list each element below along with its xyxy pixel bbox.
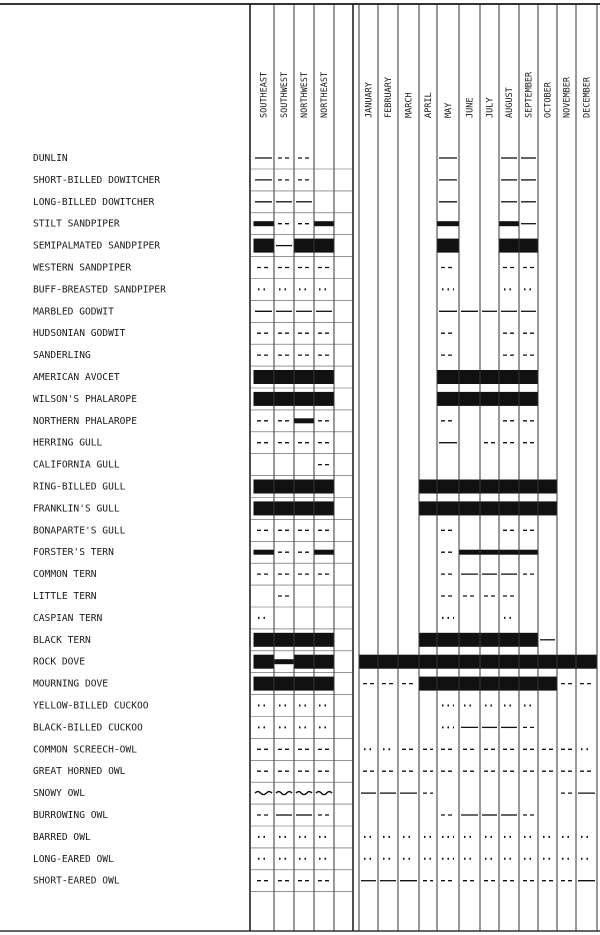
species-name: AMERICAN AVOCET	[33, 372, 120, 383]
mark-bar	[500, 239, 519, 253]
mark-bar	[275, 633, 294, 647]
mark-bar	[460, 655, 480, 669]
species-name: BONAPARTE'S GULL	[33, 525, 126, 537]
species-name: BLACK-BILLED CUCKOO	[33, 722, 143, 734]
mark-bar	[438, 392, 459, 406]
species-name: SNOWY OWL	[33, 788, 85, 800]
mark-bar	[275, 370, 294, 384]
mark-bar	[295, 501, 314, 515]
mark-bar	[420, 655, 437, 669]
mark-bar	[520, 501, 538, 515]
month-header: MARCH	[404, 92, 415, 118]
species-name: SHORT-BILLED DOWITCHER	[33, 174, 161, 186]
mark-bar	[295, 392, 314, 406]
mark-bar	[420, 677, 437, 691]
species-name: HERRING GULL	[33, 437, 103, 449]
mark-bar	[438, 633, 459, 647]
mark-bar	[539, 480, 557, 494]
mark-wave	[276, 792, 292, 795]
month-header: JUNE	[465, 97, 476, 118]
species-name: STILT SANDPIPER	[33, 218, 120, 230]
mark-bar	[500, 655, 519, 669]
mark-bar	[275, 392, 294, 406]
mark-bar	[254, 655, 274, 669]
mark-bar	[275, 677, 294, 691]
column-headers	[260, 71, 593, 118]
mark-bar	[481, 677, 499, 691]
month-header: FEBRUARY	[384, 77, 394, 118]
mark-wave	[255, 792, 272, 795]
mark-bar	[360, 655, 378, 669]
region-header: SOUTHWEST	[280, 71, 290, 118]
species-name: NORTHERN PHALAROPE	[33, 415, 137, 427]
species-name: MOURNING DOVE	[33, 678, 109, 690]
mark-bar	[379, 655, 398, 669]
mark-bar	[460, 633, 480, 647]
mark-bar	[315, 501, 334, 515]
mark-bar	[481, 370, 499, 384]
mark-bar	[315, 655, 334, 669]
species-name: SANDERLING	[33, 350, 91, 362]
species-name: BURROWING OWL	[33, 810, 109, 821]
mark-bar	[438, 239, 459, 253]
mark-band	[520, 550, 538, 555]
mark-bar	[520, 370, 538, 384]
mark-bar	[295, 239, 314, 253]
mark-bar	[460, 370, 480, 384]
mark-wave	[316, 792, 332, 795]
mark-band	[275, 659, 294, 664]
species-name: LONG-BILLED DOWITCHER	[33, 196, 155, 208]
mark-bar	[420, 633, 437, 647]
mark-bar	[460, 501, 480, 515]
mark-bar	[438, 501, 459, 515]
mark-bar	[438, 655, 459, 669]
species-name: RING-BILLED GULL	[33, 481, 126, 493]
mark-band	[315, 550, 334, 555]
mark-band	[438, 221, 459, 226]
mark-bar	[481, 655, 499, 669]
species-name: COMMON TERN	[33, 569, 97, 581]
species-name: CASPIAN TERN	[33, 612, 103, 624]
mark-bar	[399, 655, 419, 669]
mark-band	[295, 418, 314, 423]
mark-bar	[254, 370, 274, 384]
mark-bar	[295, 370, 314, 384]
month-header: MAY	[444, 102, 454, 118]
mark-bar	[254, 239, 274, 253]
species-name: SEMIPALMATED SANDPIPER	[33, 240, 161, 252]
mark-band	[254, 221, 274, 226]
mark-bar	[254, 633, 274, 647]
mark-bar	[460, 480, 480, 494]
mark-bar	[438, 370, 459, 384]
mark-bar	[539, 501, 557, 515]
mark-band	[481, 550, 499, 555]
mark-bar	[520, 392, 538, 406]
mark-bar	[520, 633, 538, 647]
mark-bar	[254, 677, 274, 691]
month-header: DECEMBER	[582, 77, 593, 118]
mark-bar	[295, 677, 314, 691]
mark-bar	[520, 239, 538, 253]
mark-bar	[254, 480, 274, 494]
mark-bar	[315, 480, 334, 494]
species-name: YELLOW-BILLED CUCKOO	[33, 700, 149, 712]
mark-bar	[275, 501, 294, 515]
region-header: NORTHEAST	[320, 71, 330, 118]
species-name: SHORT-EARED OWL	[33, 875, 120, 887]
mark-bar	[460, 677, 480, 691]
mark-bar	[500, 480, 519, 494]
mark-bar	[577, 655, 597, 669]
mark-band	[500, 550, 519, 555]
species-name: FORSTER'S TERN	[33, 547, 114, 559]
mark-bar	[481, 480, 499, 494]
mark-bar	[520, 480, 538, 494]
species-name: HUDSONIAN GODWIT	[33, 328, 126, 340]
mark-bar	[295, 655, 314, 669]
species-name: COMMON SCREECH-OWL	[33, 744, 137, 756]
mark-bar	[558, 655, 576, 669]
mark-bar	[539, 655, 557, 669]
mark-bar	[481, 392, 499, 406]
mark-bar	[481, 633, 499, 647]
month-header: JANUARY	[364, 82, 375, 118]
mark-bar	[539, 677, 557, 691]
mark-bar	[500, 633, 519, 647]
mark-bar	[254, 392, 274, 406]
mark-band	[460, 550, 480, 555]
mark-band	[254, 550, 274, 555]
mark-bar	[420, 501, 437, 515]
mark-bar	[500, 392, 519, 406]
mark-bar	[315, 677, 334, 691]
mark-bar	[315, 239, 334, 253]
mark-bar	[438, 480, 459, 494]
species-name: BUFF-BREASTED SANDPIPER	[33, 284, 166, 296]
month-header: NOVEMBER	[562, 77, 573, 118]
species-labels	[33, 153, 166, 887]
mark-bar	[254, 501, 274, 515]
mark-bar	[295, 480, 314, 494]
month-header: SEPTEMBER	[524, 71, 535, 118]
species-name: WILSON'S PHALAROPE	[33, 393, 137, 405]
species-name: LITTLE TERN	[33, 591, 97, 602]
mark-bar	[481, 501, 499, 515]
mark-bar	[315, 392, 334, 406]
species-name: GREAT HORNED OWL	[33, 766, 126, 778]
species-name: BLACK TERN	[33, 634, 91, 646]
mark-bar	[420, 480, 437, 494]
month-header: JULY	[485, 97, 496, 118]
mark-band	[315, 221, 334, 226]
region-header: NORTHWEST	[300, 71, 310, 118]
mark-bar	[500, 370, 519, 384]
month-header: APRIL	[424, 92, 434, 118]
mark-bar	[500, 501, 519, 515]
species-name: WESTERN SANDPIPER	[33, 262, 132, 274]
mark-bar	[520, 677, 538, 691]
species-name: ROCK DOVE	[33, 656, 85, 668]
species-name: CALIFORNIA GULL	[33, 459, 120, 471]
species-name: LONG-EARED OWL	[33, 853, 114, 865]
species-name: FRANKLIN'S GULL	[33, 503, 120, 515]
mark-bar	[315, 633, 334, 647]
mark-band	[500, 221, 519, 226]
month-header: AUGUST	[505, 87, 515, 118]
mark-bar	[520, 655, 538, 669]
species-name: MARBLED GODWIT	[33, 306, 114, 318]
mark-bar	[275, 480, 294, 494]
region-header: SOUTHEAST	[259, 71, 270, 118]
mark-bar	[500, 677, 519, 691]
mark-bar	[315, 370, 334, 384]
month-header: OCTOBER	[543, 82, 554, 118]
mark-bar	[295, 633, 314, 647]
mark-wave	[296, 792, 312, 795]
species-name: DUNLIN	[33, 153, 68, 164]
mark-bar	[438, 677, 459, 691]
mark-bar	[460, 392, 480, 406]
species-name: BARRED OWL	[33, 831, 91, 843]
